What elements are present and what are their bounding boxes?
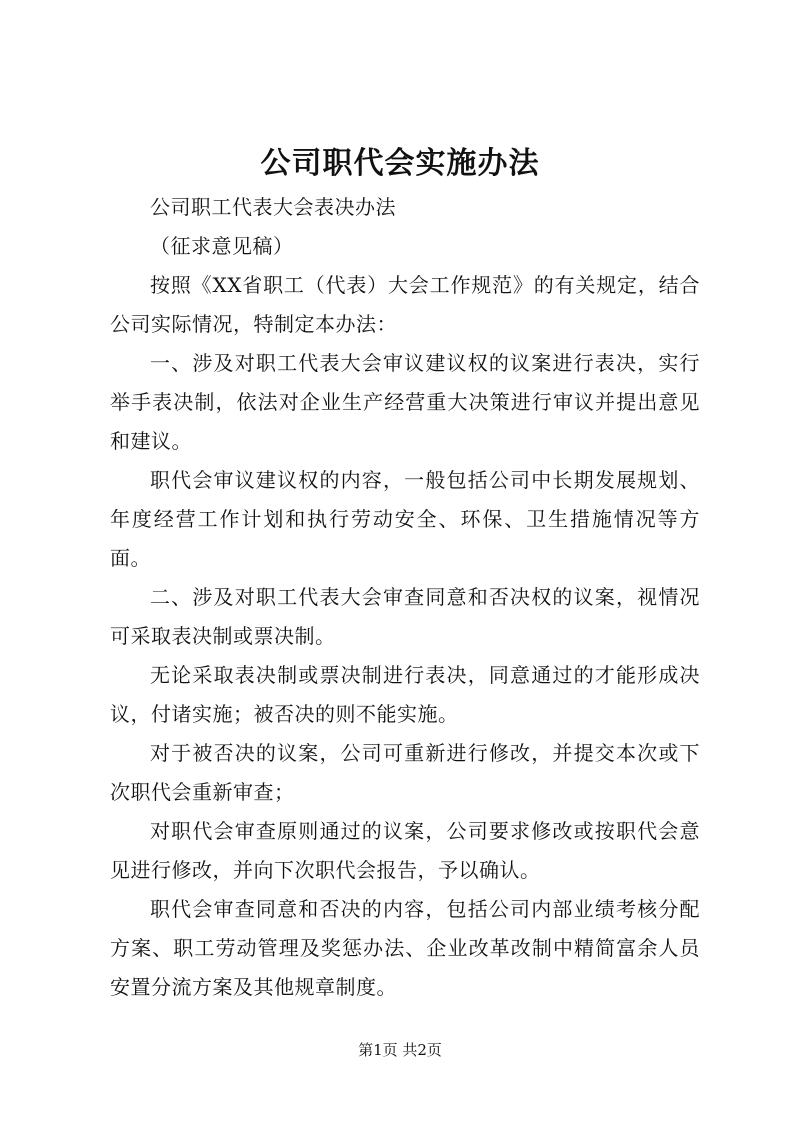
paragraph-approved-motions: 对职代会审查原则通过的议案，公司要求修改或按职代会意见进行修改，并向下次职代会报告，予以确认。 [110, 819, 700, 882]
document-body [110, 188, 700, 1007]
page-number-footer: 第1页 共2页 [358, 1041, 442, 1059]
paragraph-clause-1-scope: 职代会审议建议权的内容，一般包括公司中长期发展规划、年度经营工作计划和执行劳动安全、环保、卫生措施情况等方面。 [110, 468, 700, 570]
paragraph-voting-result: 无论采取表决制或票决制进行表决，同意通过的才能形成决议，付诸实施；被否决的则不能实施。 [110, 663, 700, 726]
paragraph-clause-2: 二、涉及对职工代表大会审查同意和否决权的议案，视情况可采取表决制或票决制。 [110, 585, 700, 648]
paragraph-draft-note: （征求意见稿） [150, 234, 294, 258]
paragraph-rejected-motions: 对于被否决的议案，公司可重新进行修改，并提交本次或下次职代会重新审查； [110, 741, 700, 804]
page-title: 公司职代会实施办法 [260, 146, 540, 181]
paragraph-clause-2-scope: 职代会审查同意和否决的内容，包括公司内部业绩考核分配方案、职工劳动管理及奖惩办法、企业改革改制中精简富余人员安置分流方案及其他规章制度。 [110, 897, 700, 999]
paragraph-intro: 按照《XX省职工（代表）大会工作规范》的有关规定，结合公司实际情况，特制定本办法： [110, 273, 700, 336]
paragraph-clause-1: 一、涉及对职工代表大会审议建议权的议案进行表决，实行举手表决制，依法对企业生产经营重大决策进行审议并提出意见和建议。 [110, 351, 700, 453]
paragraph-subtitle: 公司职工代表大会表决办法 [150, 195, 396, 219]
